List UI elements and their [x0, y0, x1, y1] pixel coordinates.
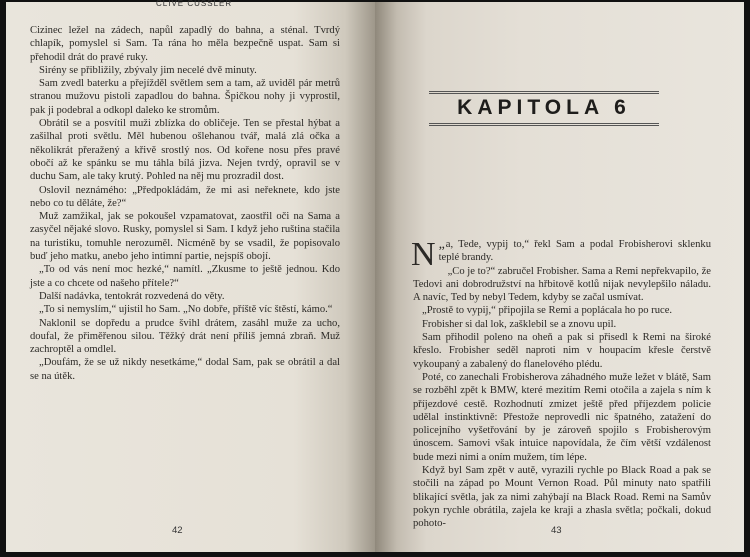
paragraph: „Prostě to vypij,“ připojila se Remi a poplácala ho po ruce.	[422, 305, 673, 317]
right-page-text	[413, 238, 711, 531]
left-page-text	[30, 24, 340, 383]
paragraph: Naklonil se dopředu a prudce švihl drátem, zasáhl muže za ucho, doufal, že přiměřenou silou. Těžký drát není příliš jemná zbraň. Muž zachroptěl a omdlel.	[30, 317, 340, 356]
chapter-rule	[429, 123, 659, 124]
paragraph: Muž zamžikal, jak se pokoušel vzpamatovat, zaostřil oči na Sama a zasyčel nějaké slovo. Rusky, pomyslel si Sam. I když jeho ruština stačila na turistiku, tomuhle nerozuměl. Nicméně by se vsadil, že popisovalo buď jeho matku, anebo jeho intimní partie, nejspíš obojí.	[30, 211, 340, 263]
open-book	[6, 2, 744, 552]
paragraph: Oslovil neznámého: „Předpokládám, že mi asi neřeknete, kdo jste nebo co tu děláte, že?“	[30, 184, 340, 209]
chapter-rule	[429, 125, 659, 126]
paragraph: Sam zvedl baterku a přejížděl světlem sem a tam, až uviděl pár metrů stranou mužovu pistoli zapadlou do bahna. Špičkou nohy ji vyprostil, pak ji podebral a odkopl daleko ke stromům.	[30, 78, 340, 116]
page-number-left: 42	[172, 525, 183, 536]
running-head: CLIVE CUSSLER	[156, 0, 233, 8]
paragraph: „Doufám, že se už nikdy nesetkáme,“ dodal Sam, pak se obrátil a dal se na útěk.	[30, 357, 340, 382]
right-page	[375, 2, 744, 552]
paragraph: Cizinec ležel na zádech, napůl zapadlý do bahna, a sténal. Tvrdý chlapík, pomyslel si Sam. Ta rána ho měla bezpečně uspat. Sam si přehodil drát do pravé ruky.	[30, 25, 340, 63]
paragraph: Další nadávka, tentokrát rozvedená do věty.	[39, 290, 225, 302]
paragraph: Když byl Sam zpět v autě, vyrazili rychle po Black Road a pak se stočili na západ po Mount Vernon Road. Půl minuty nato spatřili blikající světla, jak za nimi zahýbají na Black Road. Remi na Samův pokyn rychle obrátila, zajela ke kraji a zhasla světla; počkali, dokud pohoto-	[413, 465, 711, 530]
paragraph: „To si nemyslím,“ ujistil ho Sam. „No dobře, příště víc štěstí, kámo.“	[39, 304, 333, 316]
paragraph-text: a, Tede, vypij to,“ řekl Sam a podal Frobisherovi sklenku teplé brandy.	[438, 239, 711, 264]
chapter-rule	[429, 93, 659, 94]
paragraph: Frobisher si dal lok, zašklebil se a znovu upil.	[422, 318, 617, 330]
page-number-right: 43	[551, 525, 562, 536]
paragraph: Poté, co zanechali Frobisherova záhadného muže ležet v blátě, Sam se rozběhl zpět k BMW, které mezitím Remi otočila a zajela s ním k příjezdové cestě. Rozhodnutí zmizet ještě před příjezdem policie udělal instinktivně: Přestože neprovedli nic špatného, zatažení do policejního vyšetřování by je zároveň spojilo s Frobisherovým únoscem. Samovi však intuice napovídala, že čím větší vzdálenost bude mezi nimi a oním mužem, tím lépe.	[413, 371, 711, 463]
chapter-title: KAPITOLA 6	[457, 96, 631, 119]
paragraph: „Co je to?“ zabručel Frobisher. Sama a Remi nepřekvapilo, že Tedovi ani dobrodružství na hřbitově kotlů nijak nevylepšilo náladu. A navíc, Ted by nebyl Tedem, kdyby se začal usmívat.	[413, 265, 711, 304]
left-page	[6, 2, 375, 552]
paragraph: „To od vás není moc hezké,“ namítl. „Zkusme to ještě jednou. Kdo jste a co chcete od našeho přítele?“	[30, 264, 340, 289]
paragraph: Sirény se přibližily, zbývaly jim necelé dvě minuty.	[39, 64, 257, 76]
drop-cap: N	[411, 236, 436, 273]
paragraph-first	[411, 236, 711, 273]
paragraph: Obrátil se a posvítil muži zblízka do obličeje. Ten se přestal hýbat a zašilhal proti světlu. Měl hubenou ošlehanou tvář, malá zlá očka a několikrát přeražený a křivě srostlý nos. Od kořene nosu přes pravé obočí až ke spánku se mu táhla bílá jizva. Nejen tvrdý, opravil se v duchu Sam, ale taky krutý. Pohled na něj mu prozradil dost.	[30, 118, 340, 183]
drop-quote: „	[438, 237, 445, 252]
chapter-heading	[429, 90, 659, 126]
paragraph: Sam přihodil poleno na oheň a pak si přisedl k Remi na široké křeslo. Frobisher seděl naproti nim v houpacím křesle čerstvě vykoupaný a zabalený do flanelového plédu.	[413, 332, 711, 370]
chapter-rule	[429, 91, 659, 92]
